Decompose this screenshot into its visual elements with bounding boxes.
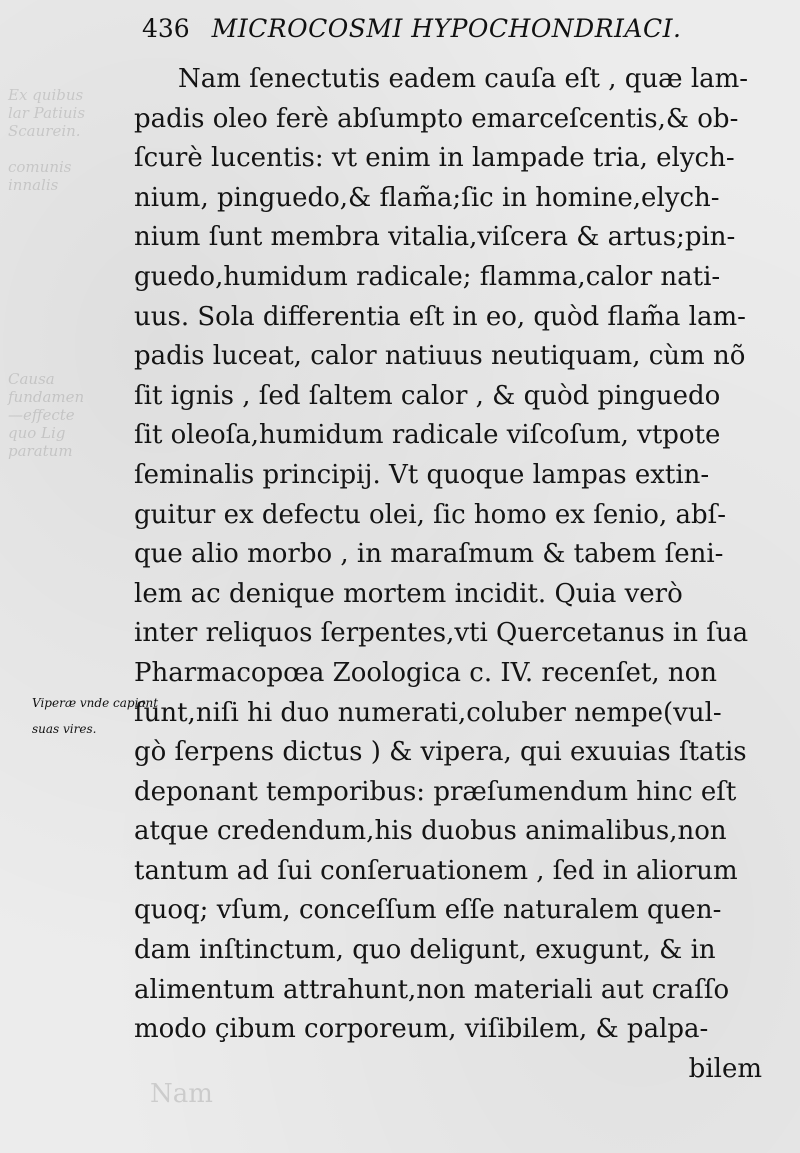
text-line: nium ſunt membra vitalia,viſcera & artus;pin- <box>134 222 736 253</box>
show-through-text: Nam <box>150 1079 213 1109</box>
text-line: Nam ſenectutis eadem cauſa eſt , quæ lam- <box>178 64 749 94</box>
text-line: deponant temporibus: præſumendum hinc eſt <box>134 776 737 807</box>
text-line: ſit oleoſa,humidum radicale viſcoſum, vtpote <box>134 420 721 451</box>
text-line: tantum ad ſui conſeruationem , ſed in aliorum <box>134 855 738 886</box>
text-line: guitur ex defectu olei, ſic homo ex ſenio, abſ- <box>134 499 727 530</box>
text-line: gò ſerpens dictus ) & vipera, qui exuuias ſtatis <box>134 737 747 768</box>
text-line: ſcurè lucentis: vt enim in lampade tria, elych- <box>134 143 735 174</box>
text-line: ſunt,niſi hi duo numerati,coluber nempe(vul- <box>134 697 722 728</box>
text-line: ſeminalis principij. Vt quoque lampas extin- <box>134 459 710 490</box>
text-line: atque credendum,his duobus animalibus,non <box>134 816 727 847</box>
text-line: Pharmacopœa Zoologica c. IV. recenſet, non <box>134 657 718 688</box>
text-line: padis oleo ferè abſumpto emarceſcentis,& ob- <box>134 103 739 134</box>
text-line: padis luceat, calor natiuus neutiquam, cùm nõ <box>134 341 746 372</box>
page-number: 436 <box>142 14 190 43</box>
show-through-text: Causa fundamen —effecte quo Lig paratum <box>8 370 85 460</box>
text-line: nium, pinguedo,& flam̃a;ſic in homine,elych- <box>134 182 720 213</box>
text-line: dam inſtinctum, quo deligunt, exugunt, & in <box>134 935 716 966</box>
text-line: que alio morbo , in maraſmum & tabem ſeni- <box>134 539 724 570</box>
show-through-text: Ex quibus lar Patiuis Scaurein. comunis innalis <box>8 86 86 194</box>
text-line-catchword: bilem <box>688 1053 762 1084</box>
margin-note <box>32 690 159 742</box>
text-line: uus. Sola differentia eſt in eo, quòd flam̃a lam- <box>134 301 746 332</box>
text-line: inter reliquos ſerpentes,vti Quercetanus in ſua <box>134 618 749 649</box>
text-line: guedo,humidum radicale; flamma,calor nati- <box>134 261 721 292</box>
running-head: MICROCOSMI HYPOCHONDRIACI. <box>211 14 682 43</box>
text-line: ſit ignis , ſed ſaltem calor , & quòd pinguedo <box>134 380 721 411</box>
text-line: lem ac denique mortem incidit. Quia verò <box>134 578 683 609</box>
text-line: modo çibum corporeum, viſibilem, & palpa- <box>134 1014 709 1045</box>
page-header <box>142 14 782 44</box>
text-line: quoq; vſum, conceſſum eſſe naturalem quen- <box>134 895 722 926</box>
margin-note-line: suas vires. <box>32 722 97 736</box>
text-line: alimentum attrahunt,non materiali aut craſſo <box>134 974 730 1005</box>
margin-note-line: Viperæ vnde capiant <box>32 696 159 710</box>
body-text <box>134 60 788 1089</box>
